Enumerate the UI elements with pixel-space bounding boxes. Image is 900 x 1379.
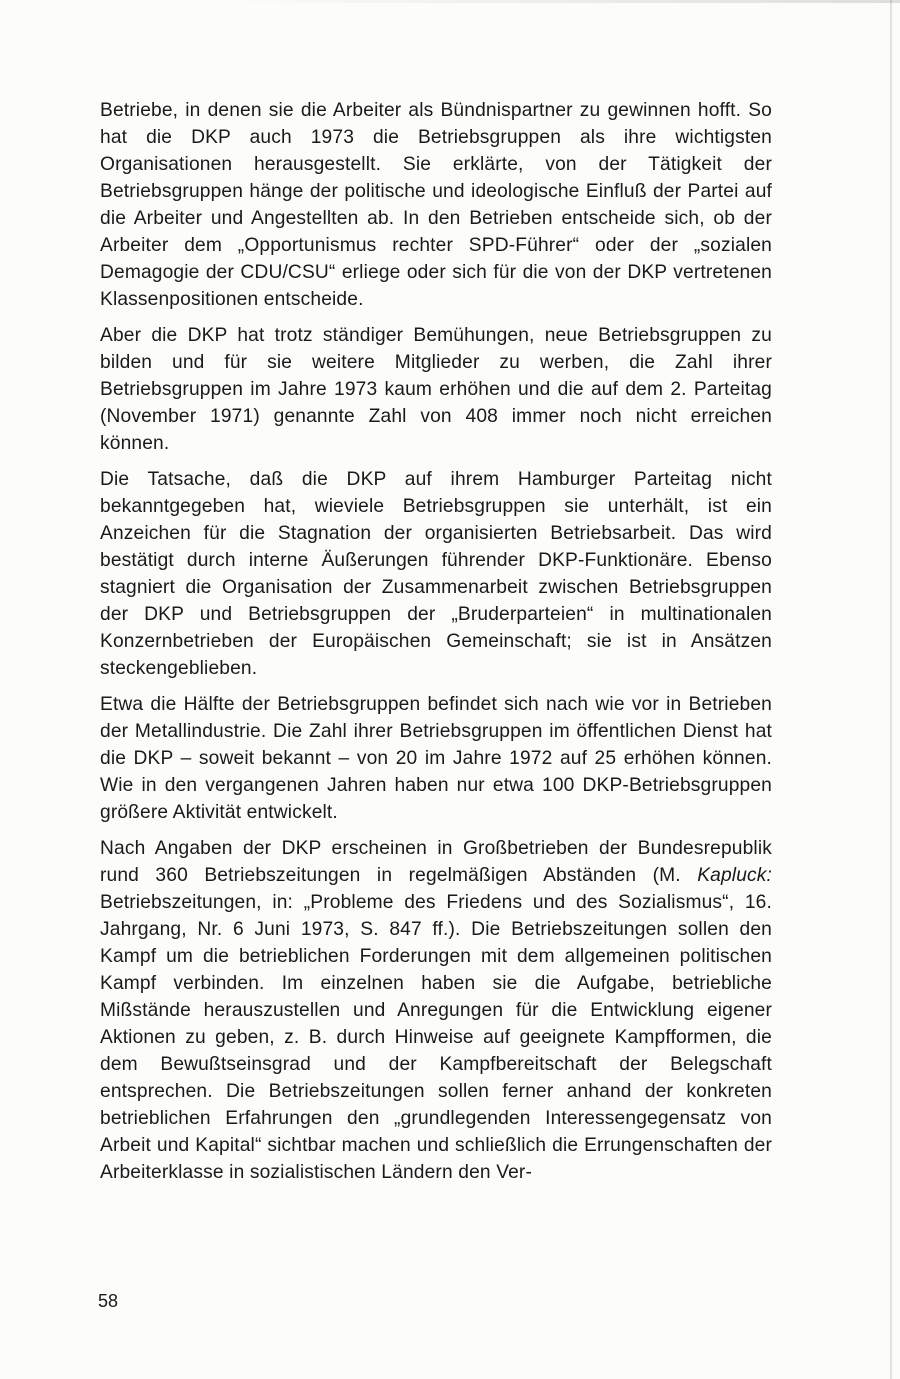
paragraph-5 bbox=[100, 835, 772, 1186]
scan-right-edge bbox=[890, 0, 892, 1379]
body-text bbox=[100, 97, 772, 1195]
author-name-italic: Kapluck: bbox=[697, 865, 772, 886]
page-number: 58 bbox=[98, 1291, 119, 1311]
paragraph-4: Etwa die Hälfte der Betriebsgruppen befindet sich nach wie vor in Betrieben der Metallindustrie. Die Zahl ihrer Betriebsgruppen im öffentlichen Dienst hat die DKP – soweit bekannt – von 20 im Jahre 1972 auf 25 erhöhen können. Wie in den vergangenen Jahren haben nur etwa 100 DKP-Betriebsgruppen größere Aktivität entwickelt. bbox=[100, 694, 772, 823]
paragraph-2: Aber die DKP hat trotz ständiger Bemühungen, neue Betriebsgruppen zu bilden und für sie weitere Mitglieder zu werben, die Zahl ihrer Betriebsgruppen im Jahre 1973 kaum erhöhen und die auf dem 2. Parteitag (November 1971) genannte Zahl von 408 immer noch nicht erreichen können. bbox=[100, 325, 772, 454]
scan-top-edge bbox=[220, 0, 900, 3]
paragraph-1: Betriebe, in denen sie die Arbeiter als Bündnispartner zu gewinnen hofft. So hat die DKP auch 1973 die Betriebsgruppen als ihre wichtigsten Organisationen herausgestellt. Sie erklärte, von der Tätigkeit der Betriebsgruppen hänge der politische und ideologische Einfluß der Partei auf die Arbeiter und Angestellten ab. In den Betrieben entscheide sich, ob der Arbeiter dem „Opportunismus rechter SPD-Führer“ oder der „sozialen Demagogie der CDU/CSU“ erliege oder sich für die von der DKP vertretenen Klassenpositionen entscheide. bbox=[100, 100, 772, 310]
paragraph-3: Die Tatsache, daß die DKP auf ihrem Hamburger Parteitag nicht bekanntgegeben hat, wieviele Betriebsgruppen sie unterhält, ist ein Anzeichen für die Stagnation der organisierten Betriebsarbeit. Das wird bestätigt durch interne Äußerungen führender DKP-Funktionäre. Ebenso stagniert die Organisation der Zusammenarbeit zwischen Betriebsgruppen der DKP und Betriebsgruppen der „Bruderparteien“ in multinationalen Konzernbetrieben der Europäischen Gemeinschaft; sie ist in Ansätzen steckengeblieben. bbox=[100, 469, 772, 679]
paragraph-5-part-1: Nach Angaben der DKP erscheinen in Großbetrieben der Bundesrepublik rund 360 Betriebszeitungen in regelmäßigen Abständen (M. bbox=[100, 838, 772, 886]
paragraph-5-part-2: Betriebszeitungen, in: „Probleme des Friedens und des Sozialismus“, 16. Jahrgang, Nr. 6 Juni 1973, S. 847 ff.). Die Betriebszeitungen sollen den Kampf um die betrieblichen Forderungen mit dem allgemeinen politischen Kampf verbinden. Im einzelnen haben sie die Aufgabe, betriebliche Mißstände herauszustellen und Anregungen für die Entwicklung eigener Aktionen zu geben, z. B. durch Hinweise auf geeignete Kampfformen, die dem Bewußtseinsgrad und der Kampfbereitschaft der Belegschaft entsprechen. Die Betriebszeitungen sollen ferner anhand der konkreten betrieblichen Erfahrungen den „grundlegenden Interessengegensatz von Arbeit und Kapital“ sichtbar machen und schließlich die Errungenschaften der Arbeiterklasse in sozialistischen Ländern den Ver- bbox=[100, 892, 772, 1183]
